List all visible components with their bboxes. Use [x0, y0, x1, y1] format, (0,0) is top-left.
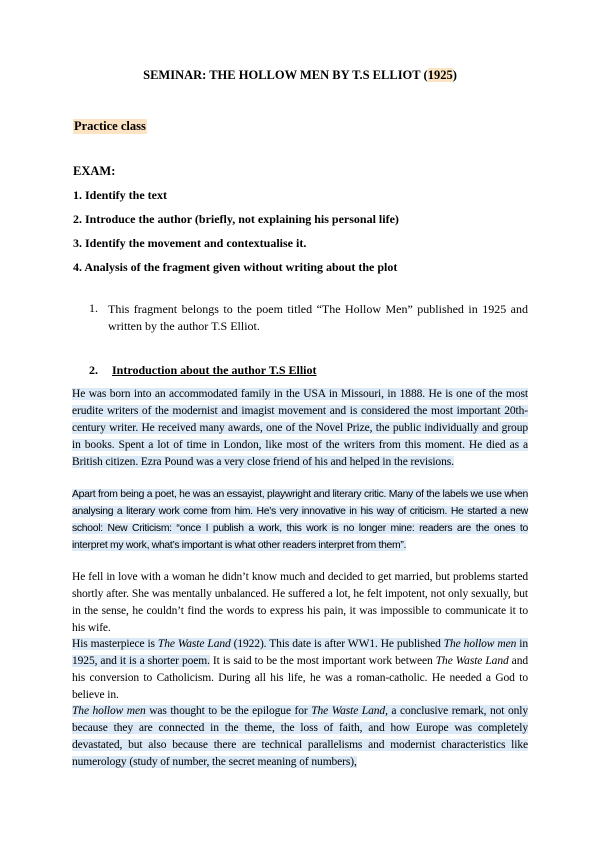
p4-title-hollow-men: The hollow men	[443, 638, 517, 650]
p4-text-a: His masterpiece is	[72, 638, 158, 650]
p4-text-c: (1922). This date is after WW1. He published	[230, 638, 444, 650]
exam-heading: EXAM:	[73, 164, 116, 178]
paragraph-5-highlighted	[72, 705, 528, 768]
title-close: )	[452, 68, 457, 82]
p4-title-waste-land-2: The Waste Land	[435, 655, 509, 667]
p4-text-f: It is said to be the most important work between	[209, 655, 436, 667]
title-year: 1925	[427, 68, 453, 82]
page-title	[0, 68, 600, 83]
section-2-title: Introduction about the author T.S Elliot	[112, 363, 317, 377]
paragraph-3-text: He fell in love with a woman he didn’t know much and decided to get married, but problems started shortly after. She was mentally unbalanced. He suffered a lot, he felt impotent, not only sexually, but in the sense, he couldn’t find the words to express his pain, it was impossible to communicate it to his wife.	[72, 571, 528, 634]
p5-title-hollow-men: The hollow men	[72, 705, 146, 717]
paragraph-1-text: He was born into an accommodated family in the USA in Missouri, in 1888. He is one of the most erudite writers of the modernist and imagist movement and is considered the most important 20th-century writer. He received many awards, one of the Novel Prize, the public individually and group in books. Spent a lot of time in London, like most of the writers from this moment. He died as a British citizen. Ezra Pound was a very close friend of his and helped in the revisions.	[72, 388, 528, 468]
paragraph-2	[72, 486, 528, 554]
paragraph-5	[72, 703, 528, 771]
paragraph-3	[72, 569, 528, 637]
section-2-number: 2.	[89, 363, 98, 377]
paragraph-4	[72, 636, 528, 704]
exam-question-3: 3. Identify the movement and contextualise it.	[73, 236, 307, 250]
p5-text-b: was thought to be the epilogue for	[145, 705, 312, 717]
exam-question-1: 1. Identify the text	[73, 188, 167, 202]
p4-title-waste-land: The Waste Land	[157, 638, 231, 650]
exam-question-4: 4. Analysis of the fragment given without writing about the plot	[73, 260, 398, 274]
p5-title-waste-land: The Waste Land	[311, 705, 386, 717]
p5-text-d: , a conclusive remark, not only because they are connected in the theme, the loss of faith, and how Europe was completely devastated, but also because there are technical parallelisms and modernist characteristics like numerology (study of number, the secret meaning of numbers),	[72, 705, 528, 768]
p4-text-e: in 1925, and it is a shorter poem.	[72, 638, 528, 667]
section-2-heading	[89, 363, 317, 378]
exam-question-2: 2. Introduce the author (briefly, not explaining his personal life)	[73, 212, 399, 226]
paragraph-2-text: Apart from being a poet, he was an essayist, playwright and literary critic. Many of the labels we use when analysing a literary work come from him. He’s very innovative in his way of criticism. He started a new school: New Criticism: “once I publish a work, this work is no longer mine: readers are the ones to interpret my work, what’s important is what other readers interpret from them”.	[72, 489, 528, 551]
practice-class-label: Practice class	[74, 119, 146, 133]
answer-1	[73, 301, 528, 335]
title-main: SEMINAR: THE HOLLOW MEN BY T.S ELLIOT (	[143, 68, 428, 82]
paragraph-1	[72, 386, 528, 471]
answer-1-text: This fragment belongs to the poem titled “The Hollow Men” published in 1925 and written by the author T.S Elliot.	[108, 302, 528, 333]
p4-text-h: and his conversion to Catholicism. During all his life, he was a roman-catholic. He needed a God to believe in.	[72, 655, 528, 701]
answer-1-number: 1.	[89, 301, 98, 315]
